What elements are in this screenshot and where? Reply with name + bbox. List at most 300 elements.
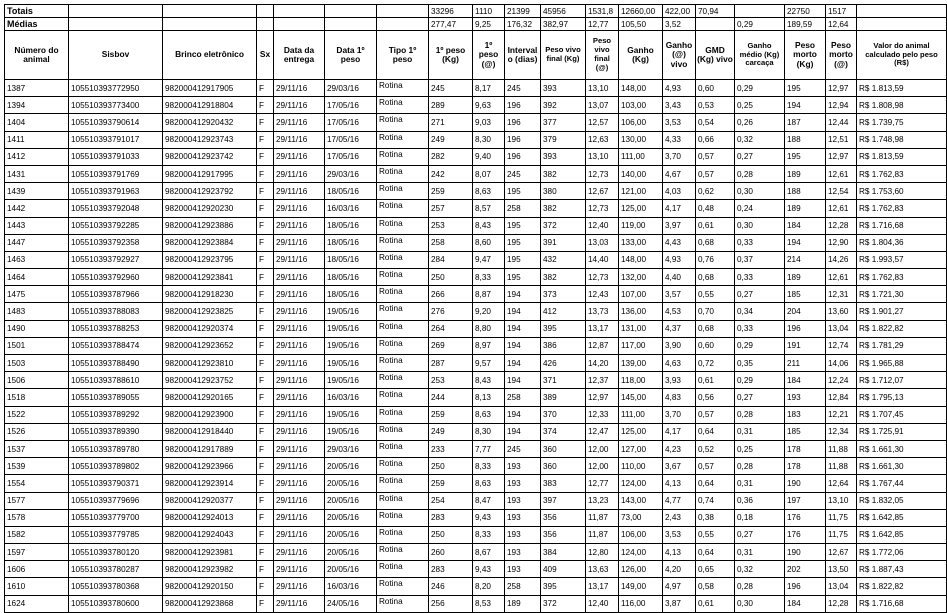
table-cell[interactable]: R$ 1.813,59 xyxy=(857,80,947,97)
table-cell[interactable]: 196 xyxy=(505,114,541,131)
table-cell[interactable]: 188 xyxy=(785,131,826,148)
table-cell[interactable]: F xyxy=(257,286,274,303)
table-cell[interactable]: 0,29 xyxy=(735,372,785,389)
table-row[interactable] xyxy=(5,251,947,268)
table-cell[interactable]: 194 xyxy=(505,320,541,337)
table-cell[interactable]: 982000412923982 xyxy=(163,561,257,578)
table-cell[interactable]: F xyxy=(257,303,274,320)
table-cell[interactable]: 29/11/16 xyxy=(274,595,325,612)
table-cell[interactable]: 196 xyxy=(505,97,541,114)
table-cell[interactable]: 184 xyxy=(785,217,826,234)
table-cell[interactable]: 0,76 xyxy=(696,251,735,268)
table-cell[interactable]: 8,47 xyxy=(473,492,505,509)
table-cell[interactable]: 19/05/16 xyxy=(325,406,377,423)
table-cell[interactable]: 105510393779696 xyxy=(69,492,163,509)
table-cell[interactable]: R$ 1.772,06 xyxy=(857,544,947,561)
table-cell[interactable]: 9,43 xyxy=(473,509,505,526)
table-cell[interactable]: R$ 1.965,88 xyxy=(857,355,947,372)
header-peso-morto-kg[interactable]: Peso morto (Kg) xyxy=(785,31,826,80)
table-cell[interactable]: 13,17 xyxy=(586,320,619,337)
table-cell[interactable]: 1443 xyxy=(5,217,69,234)
table-cell[interactable]: F xyxy=(257,337,274,354)
table-cell[interactable]: 12,61 xyxy=(826,165,857,182)
table-cell[interactable]: 12,90 xyxy=(826,234,857,251)
table-cell[interactable]: 105510393788083 xyxy=(69,303,163,320)
table-cell[interactable]: 13,04 xyxy=(826,320,857,337)
table-cell[interactable]: 12,34 xyxy=(826,423,857,440)
table-cell[interactable]: 14,26 xyxy=(826,251,857,268)
table-cell[interactable]: 4,17 xyxy=(663,423,696,440)
table-cell[interactable]: 0,28 xyxy=(735,406,785,423)
table-cell[interactable]: 8,63 xyxy=(473,475,505,492)
table-cell[interactable]: 196 xyxy=(505,148,541,165)
table-cell[interactable]: 195 xyxy=(505,234,541,251)
table-cell[interactable]: 140,00 xyxy=(619,165,663,182)
table-cell[interactable]: Rotina xyxy=(377,200,429,217)
table-cell[interactable]: R$ 1.762,83 xyxy=(857,165,947,182)
table-cell[interactable]: 131,00 xyxy=(619,320,663,337)
table-cell[interactable]: 197 xyxy=(785,492,826,509)
table-cell[interactable]: 982000412923914 xyxy=(163,475,257,492)
table-cell[interactable]: 11,75 xyxy=(826,526,857,543)
table-cell[interactable]: 266 xyxy=(429,286,473,303)
table-cell[interactable]: 253 xyxy=(429,217,473,234)
table-cell[interactable]: 105510393788490 xyxy=(69,355,163,372)
table-cell[interactable]: 29/11/16 xyxy=(274,389,325,406)
table-cell[interactable]: 391 xyxy=(541,234,586,251)
table-row[interactable] xyxy=(5,372,947,389)
table-cell[interactable]: 178 xyxy=(785,458,826,475)
table-cell[interactable]: 105510393789292 xyxy=(69,406,163,423)
table-cell[interactable]: 4,43 xyxy=(663,234,696,251)
table-row[interactable] xyxy=(5,97,947,114)
table-cell[interactable]: 8,67 xyxy=(473,544,505,561)
table-cell[interactable]: 1490 xyxy=(5,320,69,337)
table-cell[interactable]: 106,00 xyxy=(619,114,663,131)
table-cell[interactable]: 8,87 xyxy=(473,286,505,303)
table-cell[interactable]: 8,43 xyxy=(473,217,505,234)
table-cell[interactable]: 0,29 xyxy=(735,337,785,354)
table-cell[interactable]: 0,60 xyxy=(696,80,735,97)
table-cell[interactable]: 356 xyxy=(541,526,586,543)
table-cell[interactable]: 18/05/16 xyxy=(325,183,377,200)
table-cell[interactable]: 29/11/16 xyxy=(274,269,325,286)
table-cell[interactable]: 149,00 xyxy=(619,578,663,595)
table-cell[interactable]: F xyxy=(257,372,274,389)
table-cell[interactable]: 0,37 xyxy=(735,251,785,268)
table-cell[interactable]: F xyxy=(257,80,274,97)
table-cell[interactable]: F xyxy=(257,131,274,148)
table-cell[interactable]: 1506 xyxy=(5,372,69,389)
table-cell[interactable]: 17/05/16 xyxy=(325,97,377,114)
table-cell[interactable]: 29/11/16 xyxy=(274,165,325,182)
table-cell[interactable]: 8,60 xyxy=(473,234,505,251)
table-cell[interactable]: 12,97 xyxy=(586,389,619,406)
table-cell[interactable]: 12,67 xyxy=(826,544,857,561)
table-cell[interactable]: 256 xyxy=(429,595,473,612)
table-cell[interactable]: Rotina xyxy=(377,217,429,234)
table-cell[interactable]: 0,55 xyxy=(696,286,735,303)
table-cell[interactable]: 0,25 xyxy=(735,440,785,457)
table-cell[interactable]: 24/05/16 xyxy=(325,595,377,612)
table-cell[interactable]: 19/05/16 xyxy=(325,423,377,440)
table-cell[interactable]: 258 xyxy=(429,234,473,251)
table-cell[interactable]: 196 xyxy=(785,320,826,337)
table-cell[interactable]: 148,00 xyxy=(619,251,663,268)
table-cell[interactable]: 117,00 xyxy=(619,337,663,354)
header-peso-vivo-final-arroba[interactable]: Peso vivo final (@) xyxy=(586,31,619,80)
table-cell[interactable]: 0,62 xyxy=(696,183,735,200)
table-cell[interactable]: 16/03/16 xyxy=(325,578,377,595)
table-cell[interactable]: 13,23 xyxy=(586,492,619,509)
table-cell[interactable]: 124,00 xyxy=(619,544,663,561)
table-cell[interactable]: 8,53 xyxy=(473,595,505,612)
table-cell[interactable]: 0,27 xyxy=(735,148,785,165)
table-cell[interactable]: 139,00 xyxy=(619,355,663,372)
header-peso-vivo-final-kg[interactable]: Peso vivo final (Kg) xyxy=(541,31,586,80)
table-cell[interactable]: Rotina xyxy=(377,458,429,475)
table-cell[interactable]: R$ 1.642,85 xyxy=(857,509,947,526)
table-cell[interactable]: 29/11/16 xyxy=(274,440,325,457)
table-cell[interactable]: R$ 1.712,07 xyxy=(857,372,947,389)
table-cell[interactable]: 258 xyxy=(505,389,541,406)
table-cell[interactable]: 259 xyxy=(429,475,473,492)
table-cell[interactable]: Rotina xyxy=(377,114,429,131)
table-cell[interactable]: R$ 1.661,30 xyxy=(857,440,947,457)
table-cell[interactable]: Rotina xyxy=(377,251,429,268)
table-cell[interactable]: 0,64 xyxy=(696,475,735,492)
table-cell[interactable]: F xyxy=(257,561,274,578)
table-cell[interactable]: 105510393788253 xyxy=(69,320,163,337)
table-cell[interactable]: 29/11/16 xyxy=(274,131,325,148)
table-cell[interactable]: 13,10 xyxy=(826,492,857,509)
table-cell[interactable]: R$ 1.739,75 xyxy=(857,114,947,131)
table-cell[interactable]: 29/11/16 xyxy=(274,458,325,475)
table-cell[interactable]: 982000412920432 xyxy=(163,114,257,131)
table-cell[interactable]: 982000412918230 xyxy=(163,286,257,303)
table-cell[interactable]: 0,28 xyxy=(735,165,785,182)
table-cell[interactable]: 12,87 xyxy=(586,337,619,354)
table-cell[interactable]: 105510393792927 xyxy=(69,251,163,268)
table-cell[interactable]: 0,31 xyxy=(735,423,785,440)
table-cell[interactable]: 29/11/16 xyxy=(274,372,325,389)
table-cell[interactable]: F xyxy=(257,320,274,337)
table-cell[interactable]: 13,10 xyxy=(586,148,619,165)
table-cell[interactable]: 11,75 xyxy=(826,509,857,526)
table-cell[interactable]: 195 xyxy=(785,148,826,165)
table-cell[interactable]: 0,29 xyxy=(735,80,785,97)
table-cell[interactable]: 249 xyxy=(429,423,473,440)
table-cell[interactable]: 214 xyxy=(785,251,826,268)
table-cell[interactable]: 18/05/16 xyxy=(325,217,377,234)
table-cell[interactable]: R$ 1.762,83 xyxy=(857,200,947,217)
table-cell[interactable]: 12,77 xyxy=(586,475,619,492)
table-cell[interactable]: 29/03/16 xyxy=(325,80,377,97)
table-cell[interactable]: 9,47 xyxy=(473,251,505,268)
table-cell[interactable]: 3,53 xyxy=(663,526,696,543)
table-cell[interactable]: 0,25 xyxy=(735,97,785,114)
table-cell[interactable]: 184 xyxy=(785,372,826,389)
table-cell[interactable]: 105510393773400 xyxy=(69,97,163,114)
table-cell[interactable]: 13,03 xyxy=(586,234,619,251)
table-cell[interactable]: F xyxy=(257,406,274,423)
table-cell[interactable]: 1431 xyxy=(5,165,69,182)
table-cell[interactable]: F xyxy=(257,355,274,372)
table-row[interactable] xyxy=(5,131,947,148)
table-cell[interactable]: 29/11/16 xyxy=(274,303,325,320)
table-cell[interactable]: R$ 1.822,82 xyxy=(857,578,947,595)
table-cell[interactable]: 264 xyxy=(429,320,473,337)
table-cell[interactable]: 276 xyxy=(429,303,473,320)
table-cell[interactable]: 12,47 xyxy=(586,423,619,440)
table-cell[interactable]: 16/03/16 xyxy=(325,200,377,217)
table-cell[interactable]: 125,00 xyxy=(619,423,663,440)
table-cell[interactable]: 29/11/16 xyxy=(274,286,325,303)
table-cell[interactable]: 0,68 xyxy=(696,269,735,286)
table-cell[interactable]: 105510393792048 xyxy=(69,200,163,217)
table-cell[interactable]: 194 xyxy=(505,372,541,389)
table-cell[interactable]: 29/11/16 xyxy=(274,114,325,131)
table-cell[interactable]: 1518 xyxy=(5,389,69,406)
table-cell[interactable]: 245 xyxy=(505,165,541,182)
header-1-peso-kg[interactable]: 1º peso (Kg) xyxy=(429,31,473,80)
table-cell[interactable]: 12,73 xyxy=(586,200,619,217)
table-cell[interactable]: 12,61 xyxy=(826,200,857,217)
table-cell[interactable]: 982000412923841 xyxy=(163,269,257,286)
table-cell[interactable]: 3,70 xyxy=(663,406,696,423)
header-ganho-arroba[interactable]: Ganho (@) vivo xyxy=(663,31,696,80)
table-cell[interactable]: 9,43 xyxy=(473,561,505,578)
table-cell[interactable]: 8,13 xyxy=(473,389,505,406)
table-cell[interactable]: 12,73 xyxy=(586,269,619,286)
table-cell[interactable]: 2,43 xyxy=(663,509,696,526)
table-cell[interactable]: 0,55 xyxy=(696,526,735,543)
table-cell[interactable]: Rotina xyxy=(377,131,429,148)
table-cell[interactable]: 8,63 xyxy=(473,406,505,423)
table-cell[interactable]: 9,63 xyxy=(473,97,505,114)
table-cell[interactable]: 0,18 xyxy=(735,509,785,526)
table-cell[interactable]: 126,00 xyxy=(619,561,663,578)
table-cell[interactable]: 244 xyxy=(429,389,473,406)
table-cell[interactable]: 3,70 xyxy=(663,148,696,165)
table-cell[interactable]: 0,33 xyxy=(735,320,785,337)
table-cell[interactable]: 19/05/16 xyxy=(325,337,377,354)
table-cell[interactable]: 246 xyxy=(429,578,473,595)
table-cell[interactable]: 0,58 xyxy=(696,578,735,595)
table-cell[interactable]: 0,61 xyxy=(696,217,735,234)
table-cell[interactable]: 20/05/16 xyxy=(325,561,377,578)
table-cell[interactable]: 29/11/16 xyxy=(274,320,325,337)
table-cell[interactable]: R$ 1.707,45 xyxy=(857,406,947,423)
table-cell[interactable]: 245 xyxy=(505,440,541,457)
table-cell[interactable]: 19/05/16 xyxy=(325,320,377,337)
table-cell[interactable]: 13,17 xyxy=(586,578,619,595)
table-cell[interactable]: 106,00 xyxy=(619,526,663,543)
table-cell[interactable]: 105510393772950 xyxy=(69,80,163,97)
table-cell[interactable]: 4,40 xyxy=(663,269,696,286)
table-cell[interactable]: 185 xyxy=(785,286,826,303)
table-cell[interactable]: 982000412920377 xyxy=(163,492,257,509)
table-cell[interactable]: 194 xyxy=(505,355,541,372)
table-cell[interactable]: 382 xyxy=(541,165,586,182)
table-cell[interactable]: 8,97 xyxy=(473,337,505,354)
table-cell[interactable]: 190 xyxy=(785,475,826,492)
table-cell[interactable]: Rotina xyxy=(377,406,429,423)
table-cell[interactable]: 409 xyxy=(541,561,586,578)
table-cell[interactable]: 0,30 xyxy=(735,183,785,200)
table-cell[interactable]: 1412 xyxy=(5,148,69,165)
table-cell[interactable]: 4,33 xyxy=(663,131,696,148)
table-cell[interactable]: F xyxy=(257,475,274,492)
table-cell[interactable]: 13,04 xyxy=(826,578,857,595)
table-cell[interactable]: F xyxy=(257,389,274,406)
table-row[interactable] xyxy=(5,492,947,509)
table-cell[interactable]: 389 xyxy=(541,389,586,406)
table-row[interactable] xyxy=(5,423,947,440)
table-cell[interactable]: 178 xyxy=(785,440,826,457)
table-cell[interactable]: 0,64 xyxy=(696,423,735,440)
table-cell[interactable]: 0,26 xyxy=(735,114,785,131)
table-cell[interactable]: 1442 xyxy=(5,200,69,217)
table-cell[interactable]: 12,67 xyxy=(586,183,619,200)
table-cell[interactable]: 73,00 xyxy=(619,509,663,526)
table-cell[interactable]: R$ 1.767,44 xyxy=(857,475,947,492)
table-cell[interactable]: 9,40 xyxy=(473,148,505,165)
header-brinco[interactable]: Brinco eletrônico xyxy=(163,31,257,80)
table-cell[interactable]: 0,30 xyxy=(735,217,785,234)
table-cell[interactable]: 184 xyxy=(785,595,826,612)
table-cell[interactable]: 982000412920374 xyxy=(163,320,257,337)
table-cell[interactable]: 136,00 xyxy=(619,303,663,320)
table-cell[interactable]: 29/11/16 xyxy=(274,200,325,217)
table-cell[interactable]: 982000412923743 xyxy=(163,131,257,148)
table-cell[interactable]: 0,70 xyxy=(696,303,735,320)
header-1-peso-arroba[interactable]: 1º peso (@) xyxy=(473,31,505,80)
table-cell[interactable]: F xyxy=(257,458,274,475)
table-cell[interactable]: R$ 1.716,68 xyxy=(857,595,947,612)
table-cell[interactable]: 1554 xyxy=(5,475,69,492)
table-cell[interactable]: 3,93 xyxy=(663,372,696,389)
table-cell[interactable]: 195 xyxy=(785,80,826,97)
table-cell[interactable]: R$ 1.725,91 xyxy=(857,423,947,440)
table-cell[interactable]: 105510393791769 xyxy=(69,165,163,182)
table-cell[interactable]: 194 xyxy=(785,97,826,114)
table-cell[interactable]: 289 xyxy=(429,97,473,114)
table-cell[interactable]: 0,57 xyxy=(696,148,735,165)
table-cell[interactable]: R$ 1.804,36 xyxy=(857,234,947,251)
table-cell[interactable]: 4,83 xyxy=(663,389,696,406)
table-cell[interactable]: 12,73 xyxy=(586,165,619,182)
table-cell[interactable]: 12,43 xyxy=(586,286,619,303)
table-cell[interactable]: 0,27 xyxy=(735,286,785,303)
table-cell[interactable]: 982000412917995 xyxy=(163,165,257,182)
table-cell[interactable]: 1483 xyxy=(5,303,69,320)
table-cell[interactable]: 374 xyxy=(541,423,586,440)
table-cell[interactable]: 11,87 xyxy=(586,526,619,543)
table-cell[interactable]: 29/11/16 xyxy=(274,80,325,97)
table-cell[interactable]: 111,00 xyxy=(619,148,663,165)
table-cell[interactable]: Rotina xyxy=(377,389,429,406)
table-cell[interactable]: 125,00 xyxy=(619,200,663,217)
table-cell[interactable]: 127,00 xyxy=(619,440,663,457)
table-cell[interactable]: 3,90 xyxy=(663,337,696,354)
table-cell[interactable]: 0,36 xyxy=(735,492,785,509)
table-cell[interactable]: F xyxy=(257,165,274,182)
table-cell[interactable]: 380 xyxy=(541,183,586,200)
table-cell[interactable]: 193 xyxy=(505,492,541,509)
table-cell[interactable]: 982000412923884 xyxy=(163,234,257,251)
table-cell[interactable]: 0,28 xyxy=(735,458,785,475)
table-cell[interactable]: 8,33 xyxy=(473,526,505,543)
table-cell[interactable]: 12,21 xyxy=(826,406,857,423)
table-cell[interactable]: Rotina xyxy=(377,509,429,526)
table-cell[interactable]: 119,00 xyxy=(619,217,663,234)
table-cell[interactable]: 269 xyxy=(429,337,473,354)
table-cell[interactable]: 195 xyxy=(505,217,541,234)
table-cell[interactable]: F xyxy=(257,114,274,131)
table-cell[interactable]: 1447 xyxy=(5,234,69,251)
table-cell[interactable]: 0,61 xyxy=(696,595,735,612)
table-cell[interactable]: R$ 1.762,83 xyxy=(857,269,947,286)
table-cell[interactable]: 287 xyxy=(429,355,473,372)
table-cell[interactable]: 1404 xyxy=(5,114,69,131)
table-cell[interactable]: F xyxy=(257,97,274,114)
table-cell[interactable]: 193 xyxy=(505,458,541,475)
table-cell[interactable]: 105510393788610 xyxy=(69,372,163,389)
table-cell[interactable]: 4,03 xyxy=(663,183,696,200)
table-cell[interactable]: 373 xyxy=(541,286,586,303)
table-row[interactable] xyxy=(5,389,947,406)
table-cell[interactable]: 14,20 xyxy=(586,355,619,372)
table-cell[interactable]: 379 xyxy=(541,131,586,148)
table-cell[interactable]: 0,64 xyxy=(696,544,735,561)
table-cell[interactable]: 103,00 xyxy=(619,97,663,114)
header-data-entrega[interactable]: Data da entrega xyxy=(274,31,325,80)
table-cell[interactable]: 0,74 xyxy=(696,492,735,509)
table-cell[interactable]: 3,97 xyxy=(663,217,696,234)
table-cell[interactable]: R$ 1.993,57 xyxy=(857,251,947,268)
table-cell[interactable]: 18/05/16 xyxy=(325,251,377,268)
table-cell[interactable]: 360 xyxy=(541,458,586,475)
table-cell[interactable]: F xyxy=(257,526,274,543)
table-cell[interactable]: 193 xyxy=(505,544,541,561)
table-cell[interactable]: 250 xyxy=(429,458,473,475)
table-cell[interactable]: 12,61 xyxy=(826,269,857,286)
table-cell[interactable]: 12,00 xyxy=(586,458,619,475)
table-cell[interactable]: 260 xyxy=(429,544,473,561)
table-cell[interactable]: 194 xyxy=(505,303,541,320)
table-cell[interactable]: 13,07 xyxy=(586,97,619,114)
header-sexo[interactable]: Sx xyxy=(257,31,274,80)
table-cell[interactable]: 982000412923792 xyxy=(163,183,257,200)
table-cell[interactable]: Rotina xyxy=(377,97,429,114)
table-cell[interactable]: 382 xyxy=(541,269,586,286)
table-cell[interactable]: 982000412917889 xyxy=(163,440,257,457)
table-cell[interactable]: Rotina xyxy=(377,286,429,303)
table-cell[interactable]: 193 xyxy=(505,475,541,492)
table-cell[interactable]: 4,97 xyxy=(663,578,696,595)
table-cell[interactable]: 20/05/16 xyxy=(325,475,377,492)
table-cell[interactable]: 0,60 xyxy=(696,337,735,354)
table-row[interactable] xyxy=(5,595,947,612)
table-cell[interactable]: 1597 xyxy=(5,544,69,561)
table-cell[interactable]: R$ 1.781,29 xyxy=(857,337,947,354)
table-cell[interactable]: 392 xyxy=(541,97,586,114)
table-cell[interactable]: 4,77 xyxy=(663,492,696,509)
table-cell[interactable]: R$ 1.795,13 xyxy=(857,389,947,406)
table-cell[interactable]: 412 xyxy=(541,303,586,320)
table-cell[interactable]: F xyxy=(257,544,274,561)
